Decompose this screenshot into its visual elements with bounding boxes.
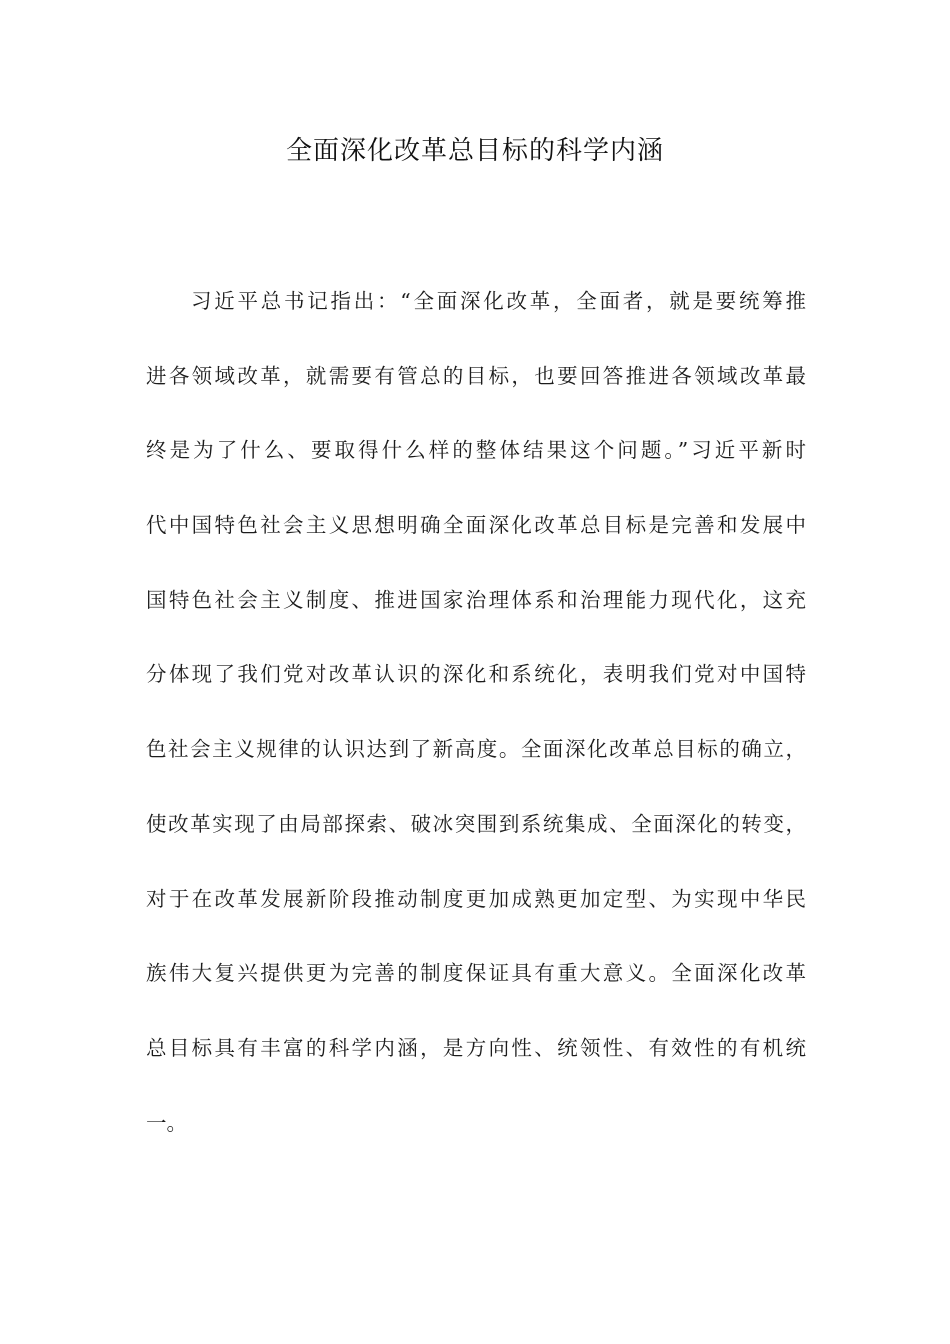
paragraph-line: 国特色社会主义制度、推进国家治理体系和治理能力现代化，这充	[146, 587, 806, 612]
paragraph-line: 分体现了我们党对改革认识的深化和系统化，表明我们党对中国特	[146, 662, 806, 687]
paragraph-line: 对于在改革发展新阶段推动制度更加成熟更加定型、为实现中华民	[146, 886, 806, 911]
paragraph-line: 习近平总书记指出：“全面深化改革，全面者，就是要统筹推	[191, 289, 806, 313]
paragraph-line: 一。	[146, 1110, 187, 1135]
document-title: 全面深化改革总目标的科学内涵	[285, 136, 664, 166]
paragraph-line: 族伟大复兴提供更为完善的制度保证具有重大意义。全面深化改革	[146, 961, 806, 986]
body-paragraph	[146, 281, 806, 1177]
paragraph-line: 总目标具有丰富的科学内涵，是方向性、统领性、有效性的有机统	[146, 1035, 806, 1060]
paragraph-line: 色社会主义规律的认识达到了新高度。全面深化改革总目标的确立，	[146, 737, 806, 762]
paragraph-line: 使改革实现了由局部探索、破冰突围到系统集成、全面深化的转变，	[146, 811, 806, 836]
paragraph-line: 进各领域改革，就需要有管总的目标，也要回答推进各领域改革最	[146, 363, 806, 388]
paragraph-line: 代中国特色社会主义思想明确全面深化改革总目标是完善和发展中	[146, 513, 806, 538]
paragraph-line: 终是为了什么、要取得什么样的整体结果这个问题。”习近平新时	[146, 438, 806, 463]
